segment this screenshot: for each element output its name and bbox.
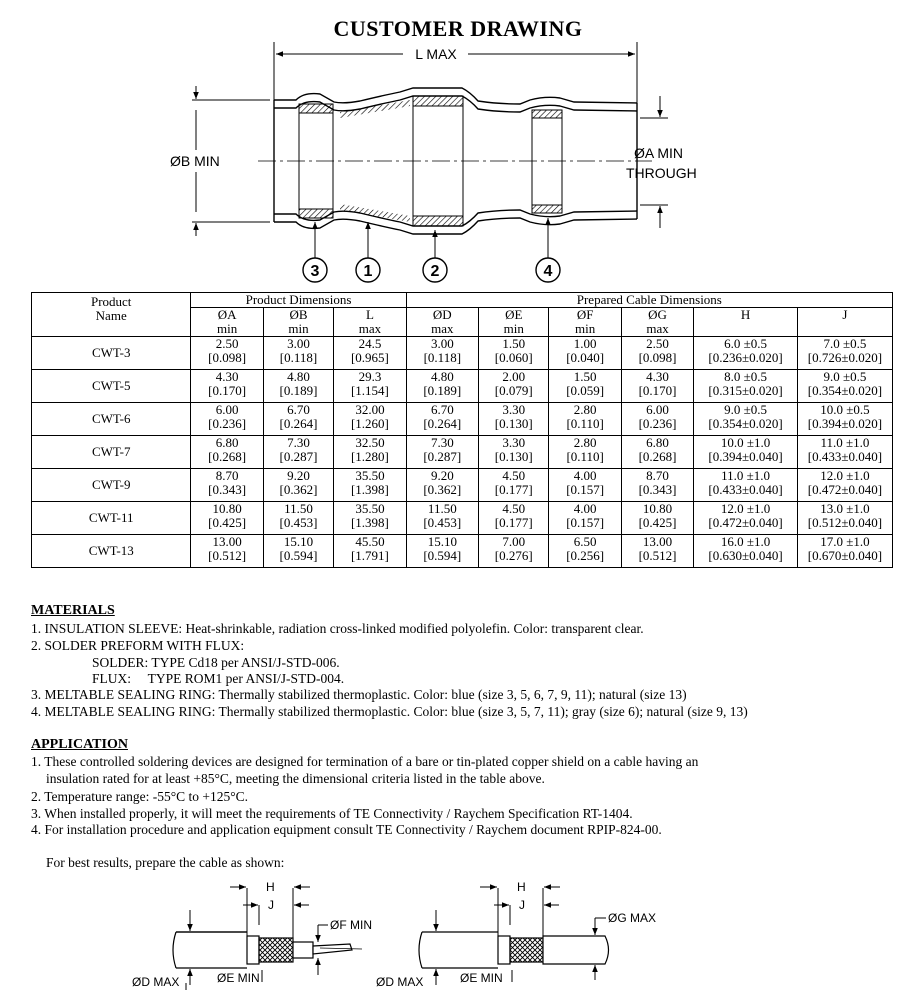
- metric-value: 32.50: [355, 435, 385, 450]
- prep-right-h-label: H: [517, 880, 526, 894]
- materials-solder: SOLDER: TYPE Cd18 per ANSI/J-STD-006.: [92, 655, 340, 670]
- metric-value: 4.80: [287, 369, 310, 384]
- table-cell: [263, 403, 333, 436]
- metric-value: 9.20: [287, 468, 310, 483]
- sleeve-drawing: [192, 42, 668, 282]
- metric-value: 17.0 ±1.0: [820, 534, 870, 549]
- table-cell: [406, 502, 478, 535]
- metric-value: 6.50: [573, 534, 597, 549]
- inch-value: [0.264]: [279, 416, 318, 431]
- table-cell: [549, 436, 621, 469]
- metric-value: 11.50: [284, 501, 313, 516]
- inch-value: [0.594]: [279, 548, 318, 563]
- metric-value: 4.30: [215, 369, 239, 384]
- application-line-4: 4. For installation procedure and application equipment consult TE Connectivity / Raychem document RPIP-824-00.: [31, 822, 662, 837]
- inch-value: [0.425]: [208, 515, 247, 530]
- table-cell: [191, 337, 263, 370]
- table-cell: [406, 337, 478, 370]
- inch-value: [0.236]: [208, 416, 247, 431]
- column-subheader: min: [549, 322, 621, 337]
- table-cell: [263, 370, 333, 403]
- table-cell: [263, 436, 333, 469]
- inch-value: [0.287]: [423, 449, 462, 464]
- inch-value: [0.354±0.020]: [807, 383, 883, 398]
- inch-value: [0.354±0.020]: [708, 416, 783, 431]
- inch-value: [0.098]: [208, 350, 247, 365]
- table-cell: [549, 337, 621, 370]
- inch-value: [0.726±0.020]: [807, 350, 883, 365]
- inch-value: [0.110]: [566, 416, 604, 431]
- metric-value: 8.70: [646, 468, 669, 483]
- table-cell: [549, 535, 621, 568]
- inch-value: [0.362]: [279, 482, 318, 497]
- column-subheader: max: [334, 322, 406, 337]
- table-body: [32, 337, 893, 568]
- metric-value: 16.0 ±1.0: [720, 534, 771, 549]
- table-cell: [549, 502, 621, 535]
- metric-value: 4.00: [573, 501, 597, 516]
- column-subheader: [694, 322, 798, 337]
- materials-line-4: 4. MELTABLE SEALING RING: Thermally stabilized thermoplastic. Color: blue (size 3, 5, 7, 11); gray (size 6); natural (size 9, 13): [31, 704, 748, 719]
- inch-value: [1.154]: [350, 383, 389, 398]
- table-row: [32, 469, 893, 502]
- column-subheader: min: [263, 322, 333, 337]
- callout-1: 1: [363, 263, 373, 280]
- a-min-label: ØA MIN: [634, 145, 684, 161]
- application-line-1: 1. These controlled soldering devices are designed for termination of a bare or tin-plated copper shield on a cable having an: [31, 754, 699, 769]
- materials-heading: MATERIALS: [31, 603, 115, 618]
- metric-value: 4.80: [430, 369, 454, 384]
- a-min-through-label: THROUGH: [626, 165, 697, 181]
- product-name-cell: CWT-3: [32, 337, 191, 370]
- table-cell: [797, 337, 892, 370]
- inch-value: [0.630±0.040]: [708, 548, 783, 563]
- table-cell: [191, 370, 263, 403]
- header-product-name: Product Name: [32, 293, 191, 337]
- column-header: H: [694, 308, 798, 323]
- table-row: [32, 337, 893, 370]
- metric-value: 7.30: [430, 435, 454, 450]
- table-cell: [406, 469, 478, 502]
- metric-value: 12.0 ±1.0: [820, 468, 870, 483]
- inch-value: [0.287]: [279, 449, 318, 464]
- table-cell: [797, 403, 892, 436]
- column-subheader: min: [191, 322, 263, 337]
- metric-value: 7.30: [287, 435, 310, 450]
- inch-value: [0.472±0.040]: [708, 515, 783, 530]
- prep-right-g-label: ØG MAX: [608, 911, 657, 925]
- metric-value: 13.00: [642, 534, 673, 549]
- metric-value: 2.00: [502, 369, 526, 384]
- callout-4: 4: [543, 263, 553, 280]
- metric-value: 12.0 ±1.0: [720, 501, 771, 516]
- inch-value: [0.268]: [208, 449, 247, 464]
- inch-value: [1.398]: [350, 515, 389, 530]
- inch-value: [0.264]: [423, 416, 462, 431]
- table-cell: [797, 436, 892, 469]
- table-cell: [334, 502, 406, 535]
- table-cell: [479, 469, 549, 502]
- table-row: [32, 436, 893, 469]
- table-cell: [406, 535, 478, 568]
- application-line-1-cont: insulation rated for at least +85°C, meeting the dimensional criteria listed in the table above.: [46, 771, 545, 786]
- materials-line-2: 2. SOLDER PREFORM WITH FLUX:: [31, 638, 245, 653]
- prep-left-e-label: ØE MIN: [217, 971, 260, 985]
- inch-value: [0.130]: [494, 449, 533, 464]
- inch-value: [0.512±0.040]: [807, 515, 883, 530]
- application-line-2: 2. Temperature range: -55°C to +125°C.: [31, 789, 249, 804]
- metric-value: 1.50: [502, 336, 526, 351]
- table-cell: [694, 535, 798, 568]
- metric-value: 3.00: [430, 336, 454, 351]
- table-cell: [797, 502, 892, 535]
- inch-value: [0.040]: [566, 350, 605, 365]
- prep-right-e-label: ØE MIN: [460, 971, 503, 985]
- metric-value: 15.10: [427, 534, 457, 549]
- metric-value: 11.50: [427, 501, 457, 516]
- column-header: ØA: [191, 308, 263, 323]
- metric-value: 11.0 ±1.0: [721, 468, 770, 483]
- table-cell: [406, 403, 478, 436]
- table-cell: [621, 370, 693, 403]
- metric-value: 4.50: [502, 468, 526, 483]
- table-cell: [549, 469, 621, 502]
- table-cell: [334, 337, 406, 370]
- product-name-cell: CWT-6: [32, 403, 191, 436]
- inch-value: [0.394±0.040]: [708, 449, 783, 464]
- callout-3: 3: [310, 263, 320, 280]
- prep-left-h-label: H: [266, 880, 275, 894]
- materials-flux: FLUX: TYPE ROM1 per ANSI/J-STD-004.: [92, 671, 345, 686]
- inch-value: [0.394±0.020]: [807, 416, 883, 431]
- metric-value: 3.30: [502, 402, 526, 417]
- inch-value: [0.110]: [566, 449, 604, 464]
- metric-value: 6.70: [430, 402, 454, 417]
- column-header: L: [334, 308, 406, 323]
- table-row: [32, 370, 893, 403]
- inch-value: [0.079]: [494, 383, 533, 398]
- metric-value: 45.50: [355, 534, 385, 549]
- inch-value: [0.965]: [350, 350, 389, 365]
- inch-value: [0.268]: [638, 449, 677, 464]
- metric-value: 6.0 ±0.5: [724, 336, 767, 351]
- inch-value: [0.236]: [638, 416, 677, 431]
- table-cell: [263, 535, 333, 568]
- table-cell: [797, 535, 892, 568]
- metric-value: 13.0 ±1.0: [820, 501, 870, 516]
- cable-prep-right: [419, 887, 609, 985]
- table-cell: [549, 403, 621, 436]
- table-cell: [191, 502, 263, 535]
- inch-value: [0.433±0.040]: [807, 449, 883, 464]
- metric-value: 4.30: [646, 369, 669, 384]
- materials-line-3: 3. MELTABLE SEALING RING: Thermally stabilized thermoplastic. Color: blue (size 3, 5, 6, 7, 9, 11); natural (size 13): [31, 687, 687, 702]
- metric-value: 7.0 ±0.5: [823, 336, 867, 351]
- table-cell: [406, 436, 478, 469]
- metric-value: 6.70: [287, 402, 310, 417]
- column-subheader: max: [406, 322, 478, 337]
- table-cell: [334, 436, 406, 469]
- header-prepared-cable-dimensions: Prepared Cable Dimensions: [406, 293, 892, 308]
- metric-value: 35.50: [355, 468, 385, 483]
- inch-value: [0.362]: [423, 482, 462, 497]
- prep-right-j-label: J: [519, 898, 525, 912]
- product-name-cell: CWT-11: [32, 502, 191, 535]
- metric-value: 4.50: [502, 501, 526, 516]
- metric-value: 2.80: [573, 402, 597, 417]
- table-cell: [479, 370, 549, 403]
- column-header: J: [797, 308, 892, 323]
- table-cell: [694, 370, 798, 403]
- table-cell: [694, 403, 798, 436]
- inch-value: [0.343]: [208, 482, 247, 497]
- inch-value: [0.118]: [279, 350, 318, 365]
- metric-value: 9.20: [430, 468, 454, 483]
- application-line-3: 3. When installed properly, it will meet the requirements of TE Connectivity / Raychem Specification RT-1404.: [31, 806, 633, 821]
- inch-value: [0.170]: [638, 383, 677, 398]
- metric-value: 10.80: [642, 501, 673, 516]
- metric-value: 6.80: [646, 435, 669, 450]
- metric-value: 3.00: [287, 336, 310, 351]
- product-name-cell: CWT-7: [32, 436, 191, 469]
- table-cell: [191, 535, 263, 568]
- metric-value: 7.00: [502, 534, 526, 549]
- inch-value: [0.315±0.020]: [708, 383, 783, 398]
- table-cell: [479, 502, 549, 535]
- table-cell: [694, 337, 798, 370]
- dimensions-table: [31, 292, 893, 568]
- inch-value: [1.260]: [350, 416, 389, 431]
- metric-value: 24.5: [358, 336, 382, 351]
- metric-value: 2.80: [573, 435, 597, 450]
- column-header: ØE: [479, 308, 549, 323]
- metric-value: 8.0 ±0.5: [724, 369, 767, 384]
- inch-value: [0.118]: [423, 350, 462, 365]
- metric-value: 11.0 ±1.0: [820, 435, 870, 450]
- table-cell: [694, 436, 798, 469]
- product-name-cell: CWT-9: [32, 469, 191, 502]
- metric-value: 2.50: [646, 336, 669, 351]
- inch-value: [0.060]: [494, 350, 533, 365]
- page-title: CUSTOMER DRAWING: [333, 16, 583, 41]
- inch-value: [0.157]: [566, 515, 605, 530]
- metric-value: 9.0 ±0.5: [724, 402, 767, 417]
- table-cell: [797, 370, 892, 403]
- table-cell: [621, 535, 693, 568]
- prep-left-j-label: J: [268, 898, 274, 912]
- table-cell: [479, 403, 549, 436]
- inch-value: [0.453]: [279, 515, 318, 530]
- table-cell: [797, 469, 892, 502]
- table-cell: [334, 469, 406, 502]
- table-cell: [263, 337, 333, 370]
- table-row: [32, 535, 893, 568]
- inch-value: [0.130]: [494, 416, 533, 431]
- table-row: [32, 403, 893, 436]
- table-cell: [621, 337, 693, 370]
- metric-value: 10.80: [212, 501, 242, 516]
- prep-note: For best results, prepare the cable as shown:: [46, 855, 285, 870]
- column-subheader: max: [621, 322, 693, 337]
- inch-value: [0.059]: [566, 383, 605, 398]
- b-min-label: ØB MIN: [170, 153, 220, 169]
- inch-value: [0.343]: [638, 482, 677, 497]
- product-name-cell: CWT-5: [32, 370, 191, 403]
- inch-value: [0.098]: [638, 350, 677, 365]
- inch-value: [0.189]: [279, 383, 318, 398]
- inch-value: [0.453]: [423, 515, 462, 530]
- inch-value: [0.594]: [423, 548, 462, 563]
- table-cell: [621, 403, 693, 436]
- table-cell: [334, 403, 406, 436]
- table-cell: [191, 403, 263, 436]
- metric-value: 29.3: [358, 369, 382, 384]
- column-subheader: [797, 322, 892, 337]
- metric-value: 4.00: [573, 468, 597, 483]
- metric-value: 15.10: [283, 534, 314, 549]
- table-cell: [406, 370, 478, 403]
- product-name-cell: CWT-13: [32, 535, 191, 568]
- metric-value: 10.0 ±0.5: [820, 402, 870, 417]
- metric-value: 32.00: [355, 402, 385, 417]
- metric-value: 6.00: [215, 402, 239, 417]
- prep-left-d-label: ØD MAX: [132, 975, 180, 989]
- inch-value: [0.433±0.040]: [708, 482, 783, 497]
- inch-value: [1.398]: [350, 482, 389, 497]
- inch-value: [0.189]: [423, 383, 462, 398]
- metric-value: 13.00: [212, 534, 242, 549]
- metric-value: 8.70: [215, 468, 239, 483]
- callout-2: 2: [430, 263, 440, 280]
- inch-value: [0.670±0.040]: [807, 548, 883, 563]
- metric-value: 9.0 ±0.5: [823, 369, 867, 384]
- table-cell: [334, 370, 406, 403]
- inch-value: [0.236±0.020]: [708, 350, 783, 365]
- column-subheader: min: [479, 322, 549, 337]
- metric-value: 2.50: [215, 336, 239, 351]
- table-cell: [549, 370, 621, 403]
- table-cell: [191, 436, 263, 469]
- inch-value: [0.177]: [494, 482, 533, 497]
- table-row: [32, 502, 893, 535]
- column-header: ØF: [549, 308, 621, 323]
- inch-value: [0.472±0.040]: [807, 482, 883, 497]
- table-cell: [479, 337, 549, 370]
- metric-value: 3.30: [502, 435, 526, 450]
- column-header: ØD: [406, 308, 478, 323]
- inch-value: [0.512]: [208, 548, 247, 563]
- l-max-label: L MAX: [415, 46, 457, 62]
- prep-left-f-label: ØF MIN: [330, 918, 372, 932]
- inch-value: [1.280]: [350, 449, 389, 464]
- column-header: ØG: [621, 308, 693, 323]
- table-cell: [694, 502, 798, 535]
- table-cell: [694, 469, 798, 502]
- metric-value: 1.50: [573, 369, 597, 384]
- table-cell: [621, 436, 693, 469]
- inch-value: [0.256]: [566, 548, 605, 563]
- inch-value: [0.170]: [208, 383, 247, 398]
- inch-value: [0.157]: [566, 482, 605, 497]
- table-cell: [621, 469, 693, 502]
- metric-value: 6.00: [646, 402, 669, 417]
- header-product-dimensions: Product Dimensions: [191, 293, 406, 308]
- column-header: ØB: [263, 308, 333, 323]
- metric-value: 6.80: [215, 435, 239, 450]
- table-cell: [263, 469, 333, 502]
- inch-value: [1.791]: [350, 548, 389, 563]
- prep-right-d-label: ØD MAX: [376, 975, 424, 989]
- inch-value: [0.177]: [494, 515, 533, 530]
- metric-value: 10.0 ±1.0: [720, 435, 771, 450]
- application-heading: APPLICATION: [31, 737, 128, 752]
- table-cell: [621, 502, 693, 535]
- table-cell: [263, 502, 333, 535]
- table-cell: [191, 469, 263, 502]
- table-cell: [479, 436, 549, 469]
- metric-value: 1.00: [573, 336, 597, 351]
- inch-value: [0.512]: [638, 548, 677, 563]
- materials-line-1: 1. INSULATION SLEEVE: Heat-shrinkable, radiation cross-linked modified polyolefin. Color: transparent clear.: [31, 621, 644, 636]
- inch-value: [0.425]: [638, 515, 677, 530]
- inch-value: [0.276]: [494, 548, 533, 563]
- metric-value: 35.50: [355, 501, 385, 516]
- table-cell: [479, 535, 549, 568]
- table-cell: [334, 535, 406, 568]
